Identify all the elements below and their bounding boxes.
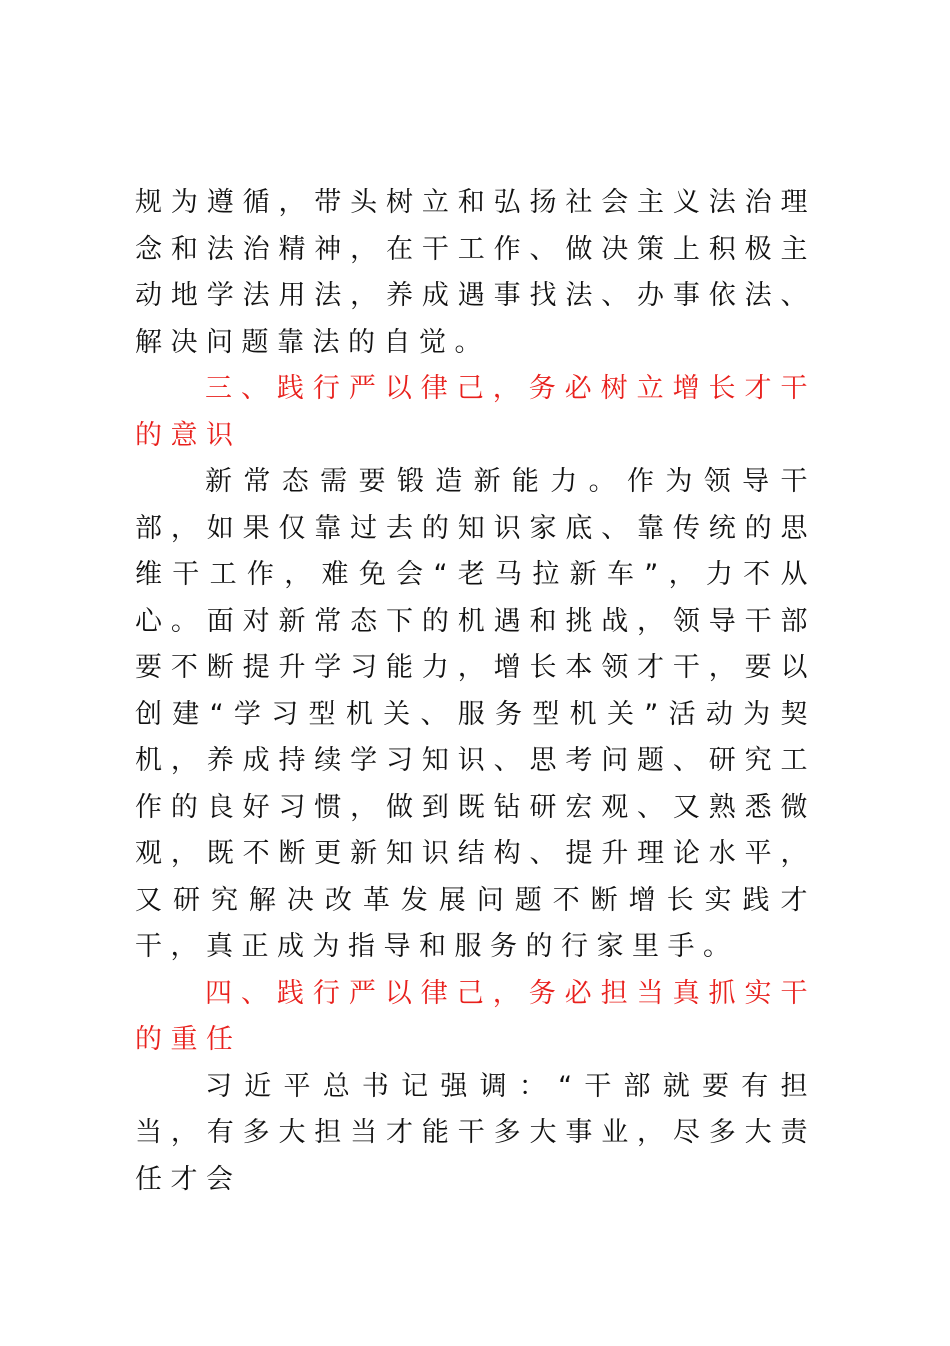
- paragraph-responsibility: 习近平总书记强调：“干部就要有担当，有多大担当才能干多大事业，尽多大责任才会: [135, 1070, 816, 1195]
- section-heading-three: 三、践行严以律己，务必树立增长才干的意识: [135, 373, 816, 451]
- paragraph-continuation: 规为遵循，带头树立和弘扬社会主义法治理念和法治精神，在干工作、做决策上积极主动地学法用法，养成遇事找法、办事依法、解决问题靠法的自觉。: [135, 187, 816, 358]
- document-text: [135, 180, 816, 1203]
- section-heading-four: 四、践行严以律己，务必担当真抓实干的重任: [135, 977, 816, 1055]
- paragraph-new-ability: 新常态需要锻造新能力。作为领导干部，如果仅靠过去的知识家底、靠传统的思维干工作，难免会“老马拉新车”，力不从心。面对新常态下的机遇和挑战，领导干部要不断提升学习能力，增长本领才干，要以创建“学习型机关、服务型机关”活动为契机，养成持续学习知识、思考问题、研究工作的良好习惯，做到既钻研宏观、又熟悉微观，既不断更新知识结构、提升理论水平，又研究解决改革发展问题不断增长实践才干，真正成为指导和服务的行家里手。: [135, 466, 816, 962]
